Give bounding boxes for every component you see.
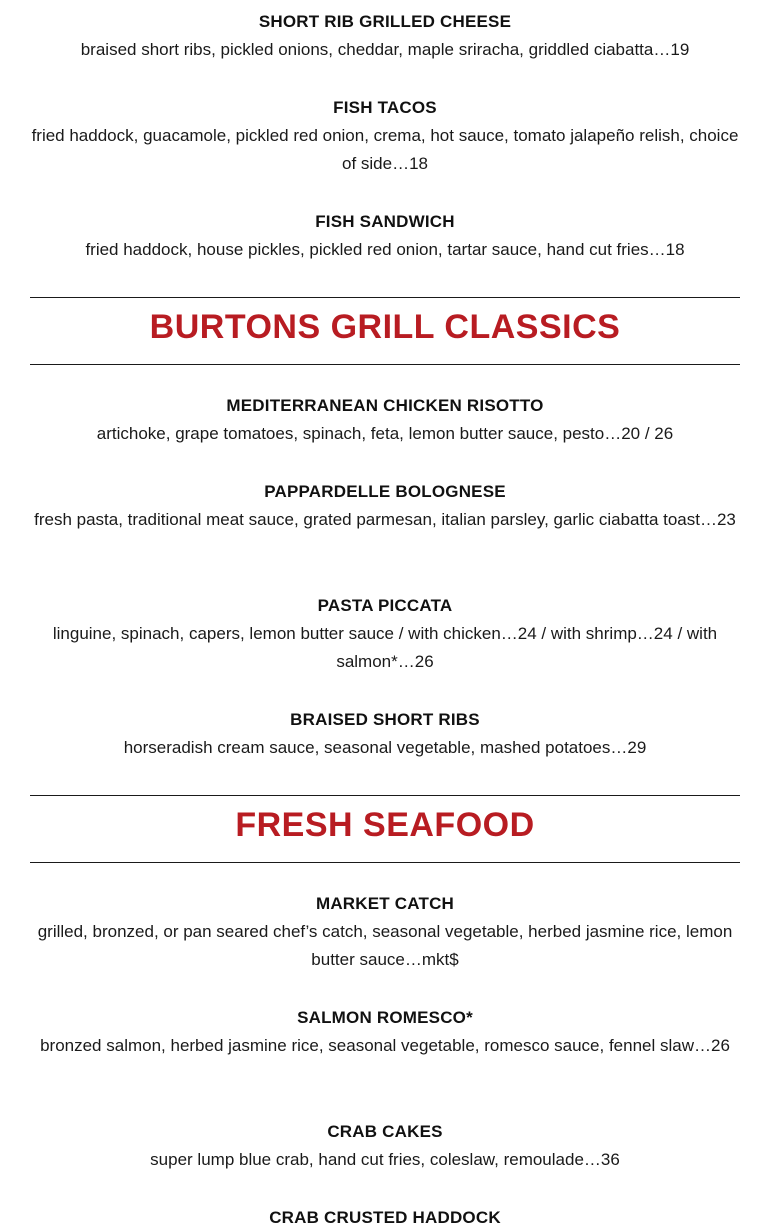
menu-item-mediterranean-chicken-risotto (30, 392, 740, 448)
section-divider-bottom (30, 364, 740, 365)
menu-item-fish-tacos (30, 94, 740, 178)
menu-item-short-rib-grilled-cheese (30, 8, 740, 64)
menu-item-name: SALMON ROMESCO* (297, 1008, 473, 1027)
menu-item-name: PAPPARDELLE BOLOGNESE (264, 482, 506, 501)
menu-item-market-catch (30, 890, 740, 974)
menu-item-description: bronzed salmon, herbed jasmine rice, seasonal vegetable, romesco sauce, fennel slaw…26 (40, 1036, 730, 1055)
menu-item-description: artichoke, grape tomatoes, spinach, feta, lemon butter sauce, pesto…20 / 26 (96, 424, 674, 443)
menu-item-description: fresh pasta, traditional meat sauce, grated parmesan, italian parsley, garlic ciabatta toast…23 (34, 510, 736, 529)
menu-item-description: fried haddock, house pickles, pickled red onion, tartar sauce, hand cut fries…18 (85, 240, 685, 259)
section-title-classics: BURTONS GRILL CLASSICS (149, 308, 621, 346)
section-title-seafood: FRESH SEAFOOD (235, 806, 535, 844)
menu-item-name: CRAB CRUSTED HADDOCK (269, 1208, 501, 1227)
menu-item-name: MEDITERRANEAN CHICKEN RISOTTO (226, 396, 544, 415)
menu-item-name: PASTA PICCATA (317, 596, 453, 615)
menu-item-description: super lump blue crab, hand cut fries, coleslaw, remoulade…36 (150, 1150, 620, 1169)
menu-item-name: CRAB CAKES (327, 1122, 443, 1141)
section-divider-top (30, 297, 740, 298)
menu-item-salmon-romesco (30, 1004, 740, 1060)
menu-item-description: braised short ribs, pickled onions, cheddar, maple sriracha, griddled ciabatta…19 (80, 40, 690, 59)
menu-item-description: linguine, spinach, capers, lemon butter sauce / with chicken…24 / with shrimp…24 / with salmon*…26 (52, 624, 718, 671)
menu-item-description: grilled, bronzed, or pan seared chef’s catch, seasonal vegetable, herbed jasmine rice, lemon butter sauce…mkt$ (37, 922, 733, 969)
menu-item-crab-cakes (30, 1118, 740, 1174)
menu-item-name: SHORT RIB GRILLED CHEESE (258, 12, 512, 31)
menu-item-crab-crusted-haddock (30, 1204, 740, 1232)
section-divider-bottom (30, 862, 740, 863)
menu-item-name: FISH TACOS (333, 98, 437, 117)
menu-item-pappardelle-bolognese (30, 478, 740, 534)
menu-item-name: MARKET CATCH (315, 894, 455, 913)
menu-item-pasta-piccata (30, 592, 740, 676)
menu-item-fish-sandwich (30, 208, 740, 264)
menu-item-name: BRAISED SHORT RIBS (290, 710, 480, 729)
menu-item-description: horseradish cream sauce, seasonal vegetable, mashed potatoes…29 (123, 738, 647, 757)
menu-item-braised-short-ribs (30, 706, 740, 762)
menu-item-description: fried haddock, guacamole, pickled red onion, crema, hot sauce, tomato jalapeño relish, choice of side…18 (31, 126, 739, 173)
section-divider-top (30, 795, 740, 796)
menu-item-name: FISH SANDWICH (315, 212, 455, 231)
